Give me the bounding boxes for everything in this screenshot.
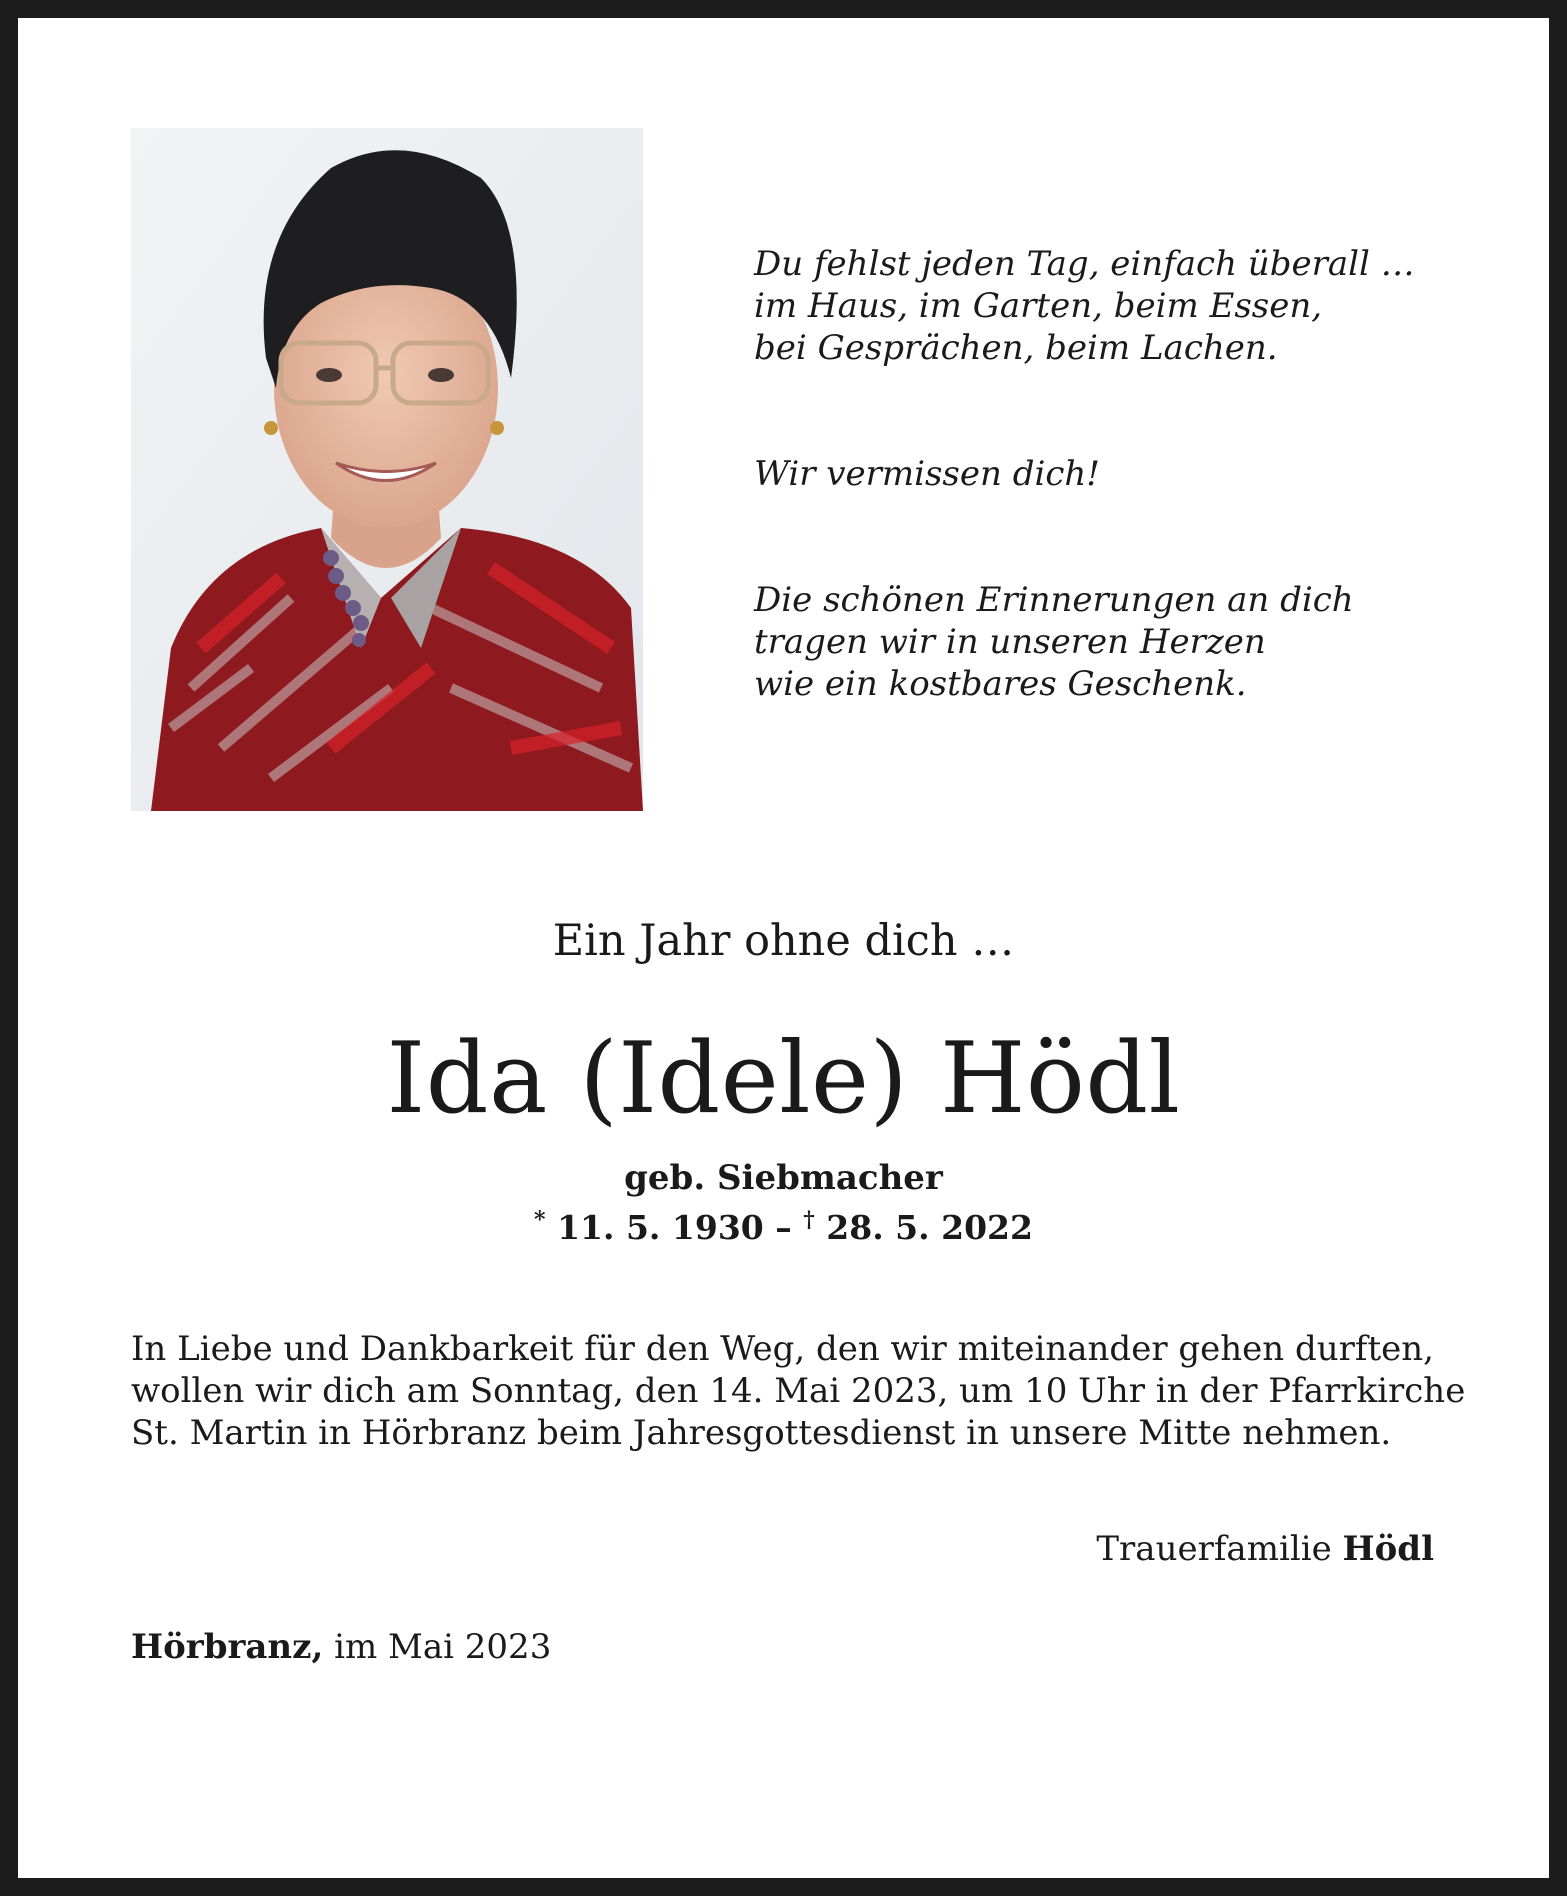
poem-line: Die schönen Erinnerungen an dich [754,580,1354,620]
death-symbol: † [803,1207,815,1233]
deceased-name: Ida (Idele) Hödl [386,1022,1181,1136]
signature [1096,1528,1434,1570]
poem [754,243,1454,789]
date-separator: – [775,1208,792,1247]
announcement-line: wollen wir dich am Sonntag, den 14. Mai 2023, um 10 Uhr in der Pfarrkirche [131,1371,1466,1411]
portrait-illustration [131,128,643,811]
death-date: 28. 5. 2022 [826,1208,1033,1247]
poem-line: bei Gesprächen, beim Lachen. [754,328,1278,368]
signature-prefix: Trauerfamilie [1096,1529,1332,1569]
poem-line: im Haus, im Garten, beim Essen, [754,286,1323,326]
poem-line: tragen wir in unseren Herzen [754,622,1266,662]
place-town: Hörbranz, [131,1627,324,1667]
poem-stanza [754,579,1454,705]
place-date [131,1626,551,1668]
intro-heading: Ein Jahr ohne dich … [552,916,1015,966]
poem-line: wie ein kostbares Geschenk. [754,664,1247,704]
birth-symbol: * [534,1207,546,1233]
signature-family: Hödl [1342,1529,1434,1569]
place-date-text: im Mai 2023 [334,1627,552,1667]
announcement-line: In Liebe und Dankbarkeit für den Weg, den wir miteinander gehen durften, [131,1329,1434,1369]
memorial-announcement [131,1328,1466,1454]
portrait-photo [131,128,643,811]
poem-stanza [754,453,1454,495]
birth-date: 11. 5. 1930 [557,1208,764,1247]
poem-line: Du fehlst jeden Tag, einfach überall … [754,244,1415,284]
poem-stanza [754,243,1454,369]
poem-line: Wir vermissen dich! [754,454,1100,494]
announcement-line: St. Martin in Hörbranz beim Jahresgottesdienst in unsere Mitte nehmen. [131,1413,1392,1453]
life-dates [18,1200,1549,1248]
maiden-name: geb. Siebmacher [624,1158,943,1198]
